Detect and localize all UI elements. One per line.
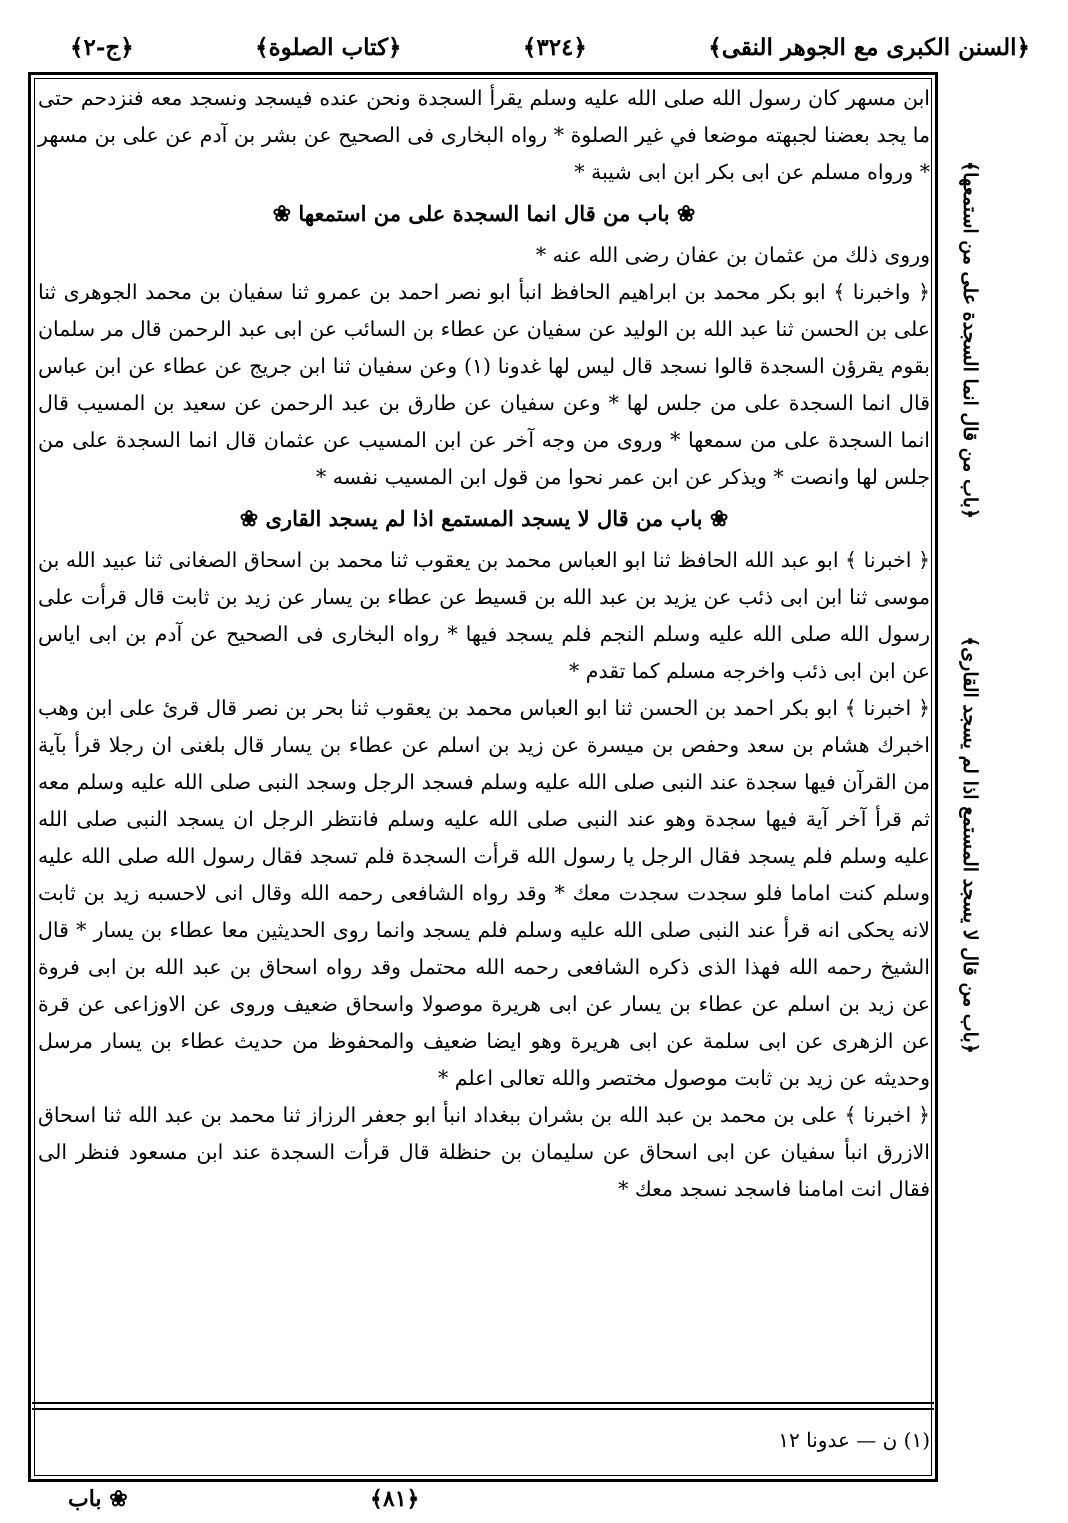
footer-page-number: ﴿٨١﴾ [370, 1486, 420, 1512]
side-gloss-lower: ﴿باب من قال لا يسجد المستمع اذا لم يسجد القارى﴾ [959, 636, 982, 1054]
main-text [38, 80, 930, 1208]
paragraph: ﴿ اخبرنا ﴾ ابو عبد الله الحافظ ثنا ابو العباس محمد بن يعقوب ثنا محمد بن اسحاق الصغانى ثنا عبيد الله بن موسى ثنا ابن ابى ذئب عن يزيد بن عبد الله بن قسيط عن عطاء بن يسار عن زيد بن ثابت قال قرأت على رسول الله صلى الله عليه وسلم النجم فلم يسجد فيها * رواه البخارى فى الصحيح عن آدم بن ابى اياس عن ابن ابى ذئب واخرجه مسلم كما تقدم * [38, 548, 930, 683]
catchword: ❀ باب [68, 1486, 128, 1512]
paragraph: وروى ذلك من عثمان بن عفان رضى الله عنه * [535, 243, 930, 267]
footnote-divider [32, 1402, 934, 1404]
volume-label: ﴿ج-٢﴾ [70, 33, 134, 61]
heading-ornament-icon: ❀ [239, 506, 259, 532]
footnote-divider [32, 1408, 934, 1410]
heading-ornament-icon: ❀ [709, 506, 729, 532]
paragraph: ابن مسهر كان رسول الله صلى الله عليه وسلم يقرأ السجدة ونحن عنده فيسجد ونسجد معه فنزدحم حتى ما يجد بعضنا لجبهته موضعا في غير الصلوة * رواه البخارى فى الصحيح عن بشر بن آدم عن على بن مسهر * ورواه مسلم عن ابى بكر ابن ابى شيبة * [38, 86, 930, 184]
heading-ornament-icon: ❀ [676, 201, 696, 227]
section-heading-text: باب من قال لا يسجد المستمع اذا لم يسجد القارى [265, 506, 703, 531]
book-title: ﴿السنن الكبرى مع الجوهر النقى﴾ [708, 33, 1030, 61]
footnote: (١) ن — عدونا ١٢ [778, 1428, 930, 1452]
section-heading [38, 191, 930, 237]
heading-ornament-icon: ❀ [272, 201, 292, 227]
page-footer [40, 1482, 930, 1522]
paragraph: ﴿ اخبرنا ﴾ ابو بكر احمد بن الحسن ثنا ابو العباس محمد بن يعقوب ثنا بحر بن نصر قال قرئ على ابن وهب اخبرك هشام بن سعد وحفص بن ميسرة عن زيد بن اسلم عن عطاء بن يسار قال بلغنى ان رجلا قرأ بآية من القرآن فيها سجدة عند النبى صلى الله عليه وسلم فسجد الرجل وسجد النبى صلى الله عليه وسلم معه ثم قرأ آخر آية فيها سجدة وهو عند النبى صلى الله عليه وسلم فانتظر الرجل ان يسجد النبى صلى الله عليه وسلم فلم يسجد فقال الرجل يا رسول الله قرأت السجدة فلم تسجد فقال رسول الله صلى الله عليه وسلم كنت اماما فلو سجدت سجدت معك * وقد رواه الشافعى رحمه الله وقال انى لاحسبه زيد بن ثابت لانه يحكى انه قرأ عند النبى صلى الله عليه وسلم فلم يسجد وانما روى الحديثين معا عطاء بن يسار * قال الشيخ رحمه الله فهذا الذى ذكره الشافعى رحمه الله محتمل وقد رواه اسحاق بن عبد الله بن ابى فروة عن زيد بن اسلم عن عطاء بن يسار عن ابى هريرة موصولا واسحاق ضعيف وروى عن الاوزاعى عن قرة عن الزهرى عن ابى سلمة عن ابى هريرة وهو ايضا ضعيف والمحفوظ من حديث عطاء بن يسار مرسل وحديثه عن زيد بن ثابت موصول مختصر والله تعالى اعلم * [38, 696, 930, 1090]
side-gloss-upper: ﴿باب من قال انما السجدة على من استمعها﴾ [959, 160, 982, 520]
chapter-title: ﴿كتاب الصلوة﴾ [255, 33, 402, 61]
page-header [70, 22, 1030, 72]
paragraph: ﴿ واخبرنا ﴾ ابو بكر محمد بن ابراهيم الحافظ انبأ ابو نصر احمد بن عمرو ثنا سفيان بن محمد الجوهرى ثنا على بن الحسن ثنا عبد الله بن الوليد عن سفيان عن عطاء بن السائب عن ابى عبد الرحمن قال مر سلمان بقوم يقرؤن السجدة قالوا نسجد قال ليس لها غدونا (١) وعن سفيان ثنا ابن جريج عن عطاء عن ابن عباس قال انما السجدة على من جلس لها * وعن سفيان عن طارق بن عبد الرحمن عن سعيد بن المسيب قال انما السجدة على من سمعها * وروى من وجه آخر عن ابن المسيب عن عثمان قال انما السجدة على من جلس لها وانصت * ويذكر عن ابن عمر نحوا من قول ابن المسيب نفسه * [38, 280, 930, 489]
section-heading [38, 496, 930, 542]
paragraph: ﴿ اخبرنا ﴾ على بن محمد بن عبد الله بن بشران ببغداد انبأ ابو جعفر الرزاز ثنا محمد بن عبد الله ثنا اسحاق الازرق انبأ سفيان عن ابى اسحاق عن سليمان بن حنظلة قال قرأت السجدة عند ابن مسعود فنظر الى فقال انت امامنا فاسجد نسجد معك * [38, 1103, 930, 1201]
page-number: ﴿٣٢٤﴾ [522, 33, 587, 61]
section-heading-text: باب من قال انما السجدة على من استمعها [298, 201, 670, 226]
